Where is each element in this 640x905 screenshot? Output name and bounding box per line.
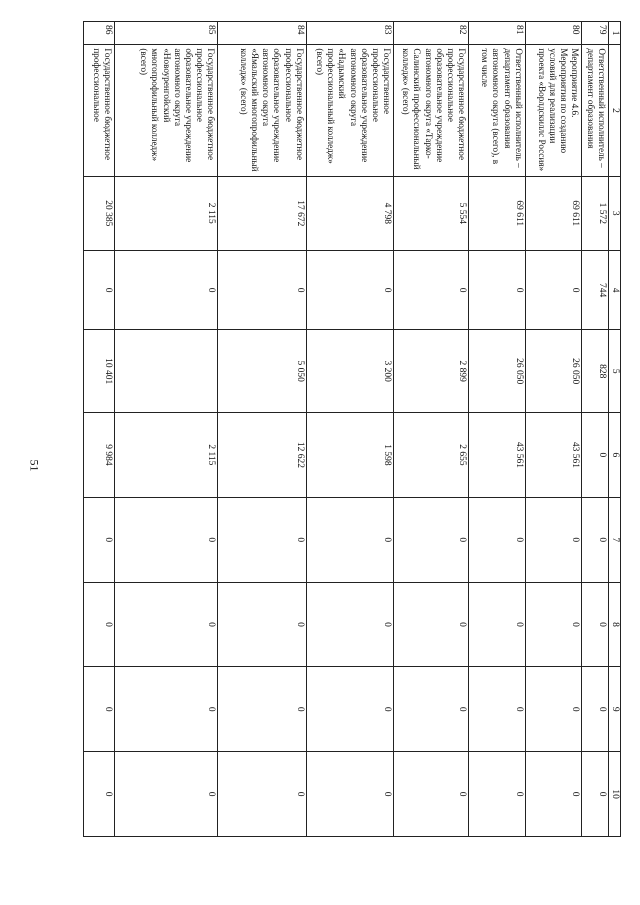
cell-col5: 3 200 [306, 330, 393, 413]
table-row [84, 22, 115, 837]
cell-col6: 2 655 [394, 413, 469, 498]
table-row [218, 22, 307, 837]
cell-col8: 0 [114, 582, 217, 667]
cell-col8: 0 [525, 582, 582, 667]
cell-col6: 2 115 [114, 413, 217, 498]
row-number: 86 [84, 22, 115, 45]
cell-col7: 0 [394, 497, 469, 582]
cell-col4: 0 [394, 250, 469, 329]
cell-col8: 0 [84, 582, 115, 667]
row-description-text: Государственное бюджетное профессиональное [91, 48, 113, 161]
table-row [525, 22, 582, 837]
cell-col10: 0 [84, 752, 115, 837]
row-description [84, 45, 115, 176]
column-header: 4 [609, 250, 621, 329]
cell-col7: 0 [469, 497, 526, 582]
cell-col4: 0 [525, 250, 582, 329]
cell-col3: 20 385 [84, 176, 115, 250]
cell-col7: 0 [525, 497, 582, 582]
cell-col4: 0 [218, 250, 307, 329]
table-row [582, 22, 609, 837]
column-header: 3 [609, 176, 621, 250]
cell-col10: 0 [469, 752, 526, 837]
cell-col8: 0 [306, 582, 393, 667]
cell-col7: 0 [218, 497, 307, 582]
table-row [306, 22, 393, 837]
cell-col4: 744 [582, 250, 609, 329]
cell-col5: 828 [582, 330, 609, 413]
cell-col6: 1 598 [306, 413, 393, 498]
cell-col9: 0 [582, 667, 609, 752]
cell-col8: 0 [582, 582, 609, 667]
cell-col9: 0 [306, 667, 393, 752]
cell-col9: 0 [218, 667, 307, 752]
column-header: 10 [609, 752, 621, 837]
cell-col6: 0 [582, 413, 609, 498]
column-header: 6 [609, 413, 621, 498]
cell-col4: 0 [306, 250, 393, 329]
cell-col9: 0 [114, 667, 217, 752]
column-header: 2 [609, 45, 621, 176]
cell-col4: 0 [84, 250, 115, 329]
cell-col10: 0 [582, 752, 609, 837]
column-number-row [609, 22, 621, 837]
cell-col3: 1 572 [582, 176, 609, 250]
column-header: 9 [609, 667, 621, 752]
row-number: 81 [469, 22, 526, 45]
cell-col9: 0 [469, 667, 526, 752]
row-number: 80 [525, 22, 582, 45]
cell-col3: 69 611 [469, 176, 526, 250]
cell-col3: 2 115 [114, 176, 217, 250]
cell-col9: 0 [525, 667, 582, 752]
cell-col10: 0 [114, 752, 217, 837]
table-container [83, 21, 621, 837]
cell-col5: 26 050 [469, 330, 526, 413]
cell-col5: 10 401 [84, 330, 115, 413]
budget-table [83, 21, 621, 837]
cell-col8: 0 [394, 582, 469, 667]
cell-col3: 5 554 [394, 176, 469, 250]
cell-col4: 0 [114, 250, 217, 329]
column-header: 7 [609, 497, 621, 582]
table-row [469, 22, 526, 837]
cell-col3: 69 611 [525, 176, 582, 250]
cell-col4: 0 [469, 250, 526, 329]
cell-col6: 12 622 [218, 413, 307, 498]
row-description: Государственное бюджетное профессиональное образовательное учреждение автономного округа «Новоуренгойский многопрофильный колледж» (всего) [114, 45, 217, 176]
cell-col5: 2 899 [394, 330, 469, 413]
column-header: 8 [609, 582, 621, 667]
cell-col10: 0 [306, 752, 393, 837]
cell-col7: 0 [114, 497, 217, 582]
row-description-text: Ответственный исполнитель – департамент образования [585, 48, 607, 168]
row-description: Ответственный исполнитель – департамент образования автономного округа (всего), в том числе [469, 45, 526, 176]
table-row [394, 22, 469, 837]
page-number: 51 [27, 459, 42, 472]
cell-col10: 0 [218, 752, 307, 837]
cell-col8: 0 [218, 582, 307, 667]
cell-col3: 17 672 [218, 176, 307, 250]
column-header: 5 [609, 330, 621, 413]
cell-col9: 0 [84, 667, 115, 752]
cell-col10: 0 [394, 752, 469, 837]
cell-col7: 0 [84, 497, 115, 582]
row-number: 82 [394, 22, 469, 45]
row-description: Государственное бюджетное профессиональное образовательное учреждение автономного округа «Ямальский многопрофильный колледж» (всего) [218, 45, 307, 176]
row-description: Мероприятие 4.6. Мероприятия по созданию условий для реализации проекта «Ворлдскиллс Россия» [525, 45, 582, 176]
row-number: 79 [582, 22, 609, 45]
cell-col10: 0 [525, 752, 582, 837]
row-number: 84 [218, 22, 307, 45]
cell-col8: 0 [469, 582, 526, 667]
row-description: Государственное бюджетное профессиональное образовательное учреждение автономного округа «Тарко-Салинский профессиональный колледж» (всего) [394, 45, 469, 176]
cell-col7: 0 [306, 497, 393, 582]
column-header: 1 [609, 22, 621, 45]
cell-col7: 0 [582, 497, 609, 582]
cell-col5 [114, 330, 217, 413]
row-number: 85 [114, 22, 217, 45]
cell-col6: 9 984 [84, 413, 115, 498]
table-row [114, 22, 217, 837]
row-description: Государственное профессиональное образовательное учреждение автономного округа «Надымский профессиональный колледж» (всего) [306, 45, 393, 176]
cell-col6: 43 561 [469, 413, 526, 498]
cell-col5: 26 050 [525, 330, 582, 413]
cell-col6: 43 561 [525, 413, 582, 498]
cell-col3: 4 798 [306, 176, 393, 250]
row-number: 83 [306, 22, 393, 45]
cell-col9: 0 [394, 667, 469, 752]
cell-col5: 5 050 [218, 330, 307, 413]
row-description [582, 45, 609, 176]
